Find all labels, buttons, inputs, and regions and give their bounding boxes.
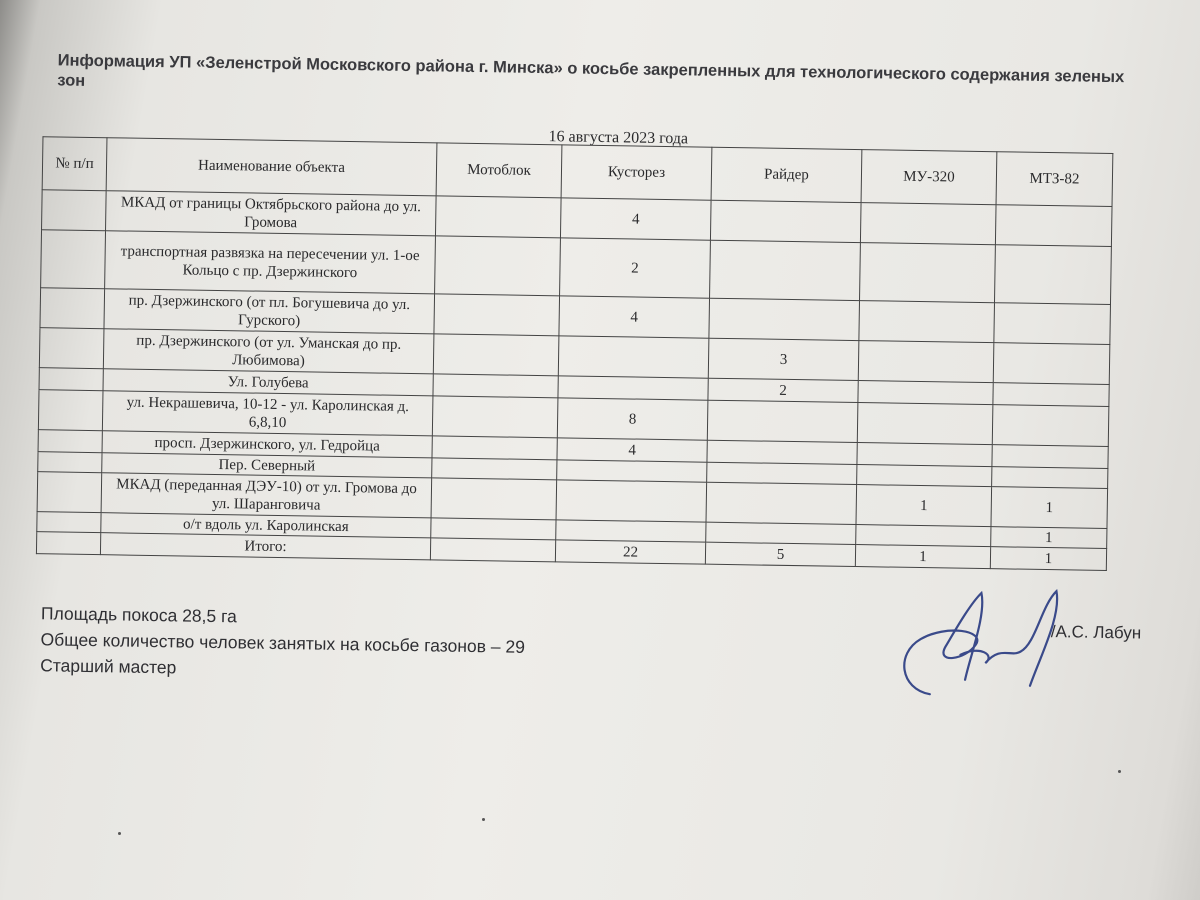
- row-mu320: [859, 301, 995, 343]
- row-raider: [707, 462, 857, 484]
- row-mtz82: [994, 303, 1111, 345]
- row-motoblok: [434, 294, 560, 336]
- row-raider: [707, 440, 857, 464]
- row-mu320: [857, 465, 992, 487]
- row-motoblok: [431, 518, 556, 540]
- signer-position: Старший мастер: [40, 655, 177, 678]
- row-motoblok: [433, 334, 559, 376]
- row-kustorez: [556, 480, 707, 522]
- row-kustorez: [558, 376, 708, 400]
- handwritten-signature: [890, 584, 1082, 717]
- row-kustorez: 4: [559, 296, 710, 338]
- row-mu320: [858, 341, 994, 383]
- row-num: [39, 328, 104, 369]
- total-raider: 5: [705, 542, 855, 566]
- row-raider: [706, 482, 857, 524]
- row-raider: [706, 522, 856, 544]
- row-mu320: 1: [856, 485, 992, 527]
- row-num: [37, 472, 102, 513]
- row-name: о/т вдоль ул. Каролинская: [101, 513, 431, 538]
- row-num: [40, 288, 105, 329]
- header-mtz82: МТЗ-82: [996, 152, 1113, 207]
- row-kustorez: 4: [560, 198, 711, 240]
- paper-speck: [482, 818, 485, 821]
- row-raider: [709, 298, 860, 340]
- header-mu320: МУ-320: [861, 150, 997, 205]
- row-mu320: [860, 243, 996, 303]
- row-name: Пер. Северный: [102, 453, 432, 478]
- row-raider: 2: [708, 378, 858, 402]
- people-count: Общее количество человек занятых на косьбе газонов – 29: [40, 629, 526, 657]
- row-mtz82: [992, 445, 1108, 469]
- document-page: [17, 40, 1170, 878]
- header-num: № п/п: [42, 137, 107, 191]
- signer-name: /А.С. Лабун: [1050, 622, 1142, 643]
- row-raider: [710, 240, 861, 300]
- row-name: ул. Некрашевича, 10-12 - ул. Каролинская д. 6,8,10: [102, 391, 433, 436]
- row-name: просп. Дзержинского, ул. Гедройца: [102, 431, 432, 458]
- row-name: Ул. Голубева: [103, 369, 433, 396]
- row-mtz82: 1: [991, 487, 1108, 529]
- document-footer: [40, 600, 526, 686]
- mowing-table: [36, 136, 1113, 571]
- row-num: [38, 452, 102, 473]
- row-motoblok: [432, 436, 557, 460]
- row-mtz82: [992, 405, 1109, 447]
- row-num: [42, 190, 107, 231]
- row-motoblok: [432, 458, 557, 480]
- row-kustorez: 8: [557, 398, 708, 440]
- row-name: транспортная развязка на пересечении ул. 1-ое Кольцо с пр. Дзержинского: [105, 231, 436, 294]
- row-mu320: [856, 525, 991, 547]
- row-num: [41, 230, 106, 289]
- total-label: Итого:: [100, 533, 430, 560]
- header-kustorez: Кусторез: [561, 145, 712, 200]
- row-num: [37, 512, 101, 533]
- total-mtz82: 1: [990, 547, 1106, 571]
- document-title: Информация УП «Зеленстрой Московского района г. Минска» о косьбе закрепленных для технологического содержания зеленых зон: [57, 51, 1125, 90]
- row-mu320: [857, 443, 992, 467]
- row-num: [38, 430, 102, 453]
- row-raider: 3: [708, 338, 859, 380]
- mowing-area: Площадь покоса 28,5 га: [40, 603, 237, 627]
- header-motoblok: Мотоблок: [436, 143, 562, 198]
- row-kustorez: [556, 520, 706, 542]
- row-motoblok: [435, 236, 561, 296]
- row-name: пр. Дзержинского (от пл. Богушевича до ул. Гурского): [104, 289, 435, 334]
- row-mtz82: 1: [991, 527, 1107, 549]
- total-mu320: 1: [855, 545, 990, 569]
- row-raider: [707, 400, 858, 442]
- row-mu320: [860, 203, 996, 245]
- row-kustorez: [557, 460, 707, 482]
- paper-speck: [1118, 770, 1121, 773]
- row-kustorez: 2: [560, 238, 711, 298]
- row-name: МКАД от границы Октябрьского района до ул. Громова: [106, 191, 437, 236]
- total-num: [36, 532, 100, 555]
- row-motoblok: [435, 196, 561, 238]
- row-mu320: [857, 403, 993, 445]
- header-raider: Райдер: [711, 147, 862, 202]
- header-name: Наименование объекта: [106, 138, 437, 196]
- row-mtz82: [992, 467, 1108, 489]
- total-kustorez: 22: [555, 540, 705, 564]
- row-name: МКАД (переданная ДЭУ-10) от ул. Громова до ул. Шаранговича: [101, 473, 432, 518]
- row-raider: [710, 200, 861, 242]
- row-motoblok: [431, 478, 557, 520]
- row-mtz82: [993, 383, 1109, 407]
- row-mu320: [858, 381, 993, 405]
- total-motoblok: [430, 538, 555, 562]
- row-mtz82: [994, 245, 1111, 305]
- row-name: пр. Дзержинского (от ул. Уманская до пр. Любимова): [103, 329, 434, 374]
- row-num: [39, 368, 103, 391]
- row-mtz82: [995, 205, 1112, 247]
- row-kustorez: 4: [557, 438, 707, 462]
- row-motoblok: [433, 374, 558, 398]
- paper-speck: [118, 832, 121, 835]
- row-num: [38, 390, 103, 431]
- document-date: 16 августа 2023 года: [548, 128, 689, 148]
- row-motoblok: [432, 396, 558, 438]
- row-mtz82: [993, 343, 1110, 385]
- row-kustorez: [558, 336, 709, 378]
